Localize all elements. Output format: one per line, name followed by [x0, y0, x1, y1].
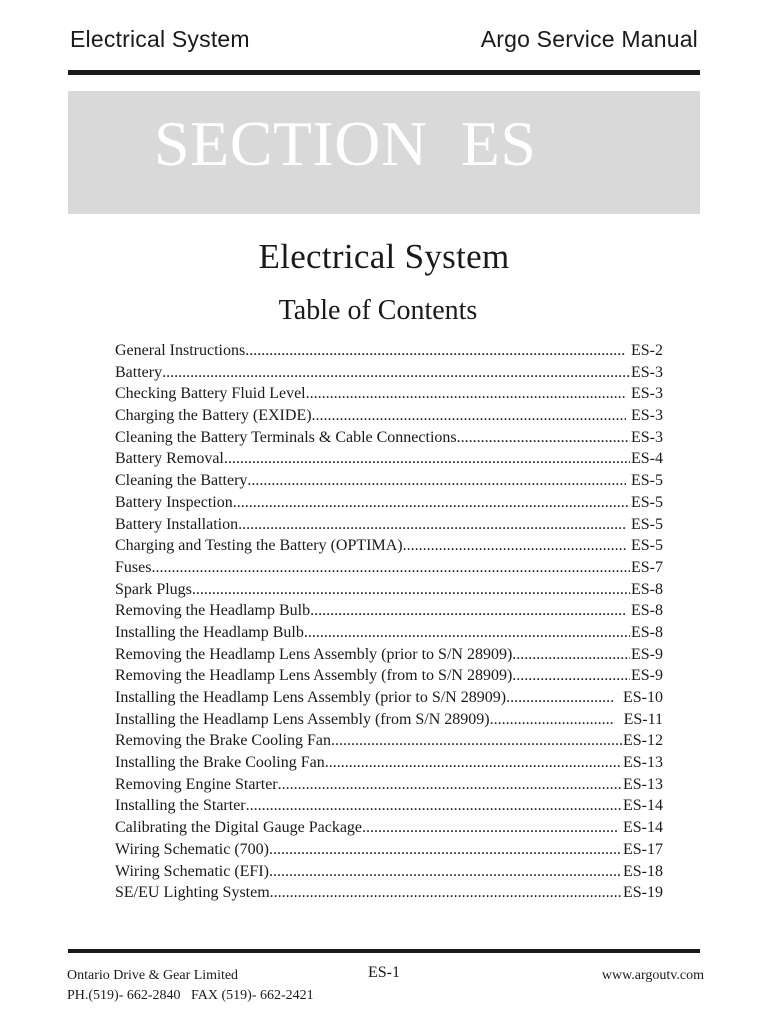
- toc-entry: [115, 730, 663, 752]
- toc-entry-page: ES-12: [623, 732, 663, 750]
- toc-entry: [115, 752, 663, 774]
- toc-dot-leader: [506, 687, 614, 709]
- toc-dot-leader: [247, 470, 626, 492]
- toc-entry-label: Cleaning the Battery Terminals & Cable Connections: [115, 428, 457, 446]
- toc-entry: [115, 774, 663, 796]
- toc-entry-label: Installing the Headlamp Lens Assembly (prior to S/N 28909): [115, 689, 507, 706]
- toc-entry: [115, 709, 663, 731]
- toc-entry-label: Wiring Schematic (EFI): [115, 862, 269, 880]
- toc-entry-page: ES-19: [623, 884, 663, 902]
- toc-entry-label: Charging and Testing the Battery (OPTIMA): [115, 537, 403, 555]
- toc-dot-leader: [306, 383, 626, 405]
- toc-entry: [115, 839, 663, 861]
- toc-entry: [115, 644, 663, 666]
- toc-entry-page: ES-8: [631, 580, 663, 598]
- toc-entry-page: ES-18: [623, 862, 663, 880]
- toc-dot-leader: [304, 622, 630, 644]
- toc-entry-page: ES-7: [631, 558, 663, 576]
- toc-entry-label: Spark Plugs: [115, 580, 192, 598]
- footer-page-number: ES-1: [368, 964, 400, 981]
- toc-dot-leader: [310, 600, 626, 622]
- footer-website: www.argoutv.com: [601, 968, 704, 983]
- toc-entry-page: ES-17: [623, 840, 663, 858]
- table-of-contents: [115, 340, 663, 904]
- footer-company-name: Ontario Drive & Gear Limited: [67, 968, 239, 983]
- toc-entry-label: Installing the Brake Cooling Fan: [115, 754, 325, 772]
- toc-dot-leader: [269, 861, 622, 883]
- toc-entry-page: ES-3: [627, 407, 663, 425]
- toc-entry: [115, 622, 663, 644]
- toc-dot-leader: [312, 405, 626, 427]
- toc-dot-leader: [269, 839, 622, 861]
- toc-entry-page: ES-3: [627, 385, 663, 403]
- toc-entry-page: ES-5: [627, 515, 663, 533]
- toc-dot-leader: [278, 774, 622, 796]
- toc-entry-label: Removing the Headlamp Lens Assembly (prior to S/N 28909): [115, 645, 513, 663]
- toc-entry-label: Removing the Headlamp Bulb: [115, 602, 311, 620]
- header-section-name: Electrical System: [70, 26, 250, 52]
- toc-entry: [115, 687, 663, 709]
- toc-entry-label: Battery: [115, 363, 163, 381]
- toc-dot-leader: [270, 882, 622, 904]
- toc-entry: [115, 861, 663, 883]
- toc-dot-leader: [403, 535, 626, 557]
- toc-entry-label: Fuses: [115, 558, 152, 576]
- toc-entry-page: ES-5: [627, 537, 663, 555]
- toc-dot-leader: [224, 448, 630, 470]
- toc-entry: [115, 427, 663, 449]
- toc-entry-label: SE/EU Lighting System: [115, 884, 270, 902]
- toc-entry: [115, 514, 663, 536]
- toc-heading: Table of Contents: [278, 295, 478, 326]
- toc-entry-page: ES-8: [631, 623, 663, 641]
- toc-entry-label: Installing the Starter: [115, 797, 246, 815]
- header-divider: [68, 70, 700, 75]
- toc-dot-leader: [362, 817, 618, 839]
- footer-contact: PH.(519)- 662-2840 FAX (519)- 662-2421: [67, 988, 314, 1003]
- toc-entry-label: General Instructions: [115, 342, 246, 359]
- toc-entry: [115, 383, 663, 405]
- toc-entry-page: ES-3: [631, 428, 663, 446]
- toc-entry: [115, 405, 663, 427]
- toc-entry-page: ES-3: [631, 363, 663, 381]
- toc-entry-label: Calibrating the Digital Gauge Package: [115, 819, 363, 837]
- toc-dot-leader: [490, 709, 615, 731]
- toc-entry-page: ES-5: [627, 472, 663, 490]
- toc-entry: [115, 600, 663, 622]
- toc-entry-label: Wiring Schematic (700): [115, 840, 269, 858]
- section-title: SECTION ES: [154, 108, 537, 179]
- footer-divider: [68, 949, 700, 953]
- toc-entry-page: ES-9: [631, 645, 663, 663]
- toc-dot-leader: [512, 644, 630, 666]
- toc-entry: [115, 665, 663, 687]
- toc-entry-label: Installing the Headlamp Lens Assembly (from S/N 28909): [115, 710, 490, 728]
- toc-entry: [115, 579, 663, 601]
- toc-entry-page: ES-2: [627, 342, 663, 359]
- toc-dot-leader: [162, 362, 630, 384]
- toc-dot-leader: [325, 752, 622, 774]
- toc-entry: [115, 535, 663, 557]
- toc-entry-label: Battery Removal: [115, 450, 224, 468]
- toc-entry-page: ES-13: [623, 754, 663, 772]
- toc-entry: [115, 817, 663, 839]
- toc-entry-label: Battery Inspection: [115, 493, 233, 511]
- toc-entry: [115, 795, 663, 817]
- toc-entry-label: Charging the Battery (EXIDE): [115, 407, 312, 425]
- toc-entry: [115, 448, 663, 470]
- toc-entry-label: Cleaning the Battery: [115, 472, 248, 490]
- toc-dot-leader: [331, 730, 622, 752]
- toc-entry-page: ES-14: [619, 819, 663, 837]
- toc-dot-leader: [246, 795, 622, 817]
- toc-dot-leader: [192, 579, 630, 601]
- section-banner: [68, 91, 700, 214]
- toc-entry: [115, 882, 663, 904]
- toc-entry-page: ES-14: [623, 797, 663, 815]
- toc-dot-leader: [245, 340, 626, 362]
- toc-entry: [115, 470, 663, 492]
- toc-entry: [115, 362, 663, 384]
- toc-entry-label: Removing the Headlamp Lens Assembly (from to S/N 28909): [115, 667, 513, 685]
- toc-dot-leader: [457, 427, 630, 449]
- header-manual-name: Argo Service Manual: [480, 26, 698, 52]
- toc-entry-page: ES-8: [627, 602, 663, 620]
- toc-entry-page: ES-9: [631, 667, 663, 685]
- toc-entry-label: Removing the Brake Cooling Fan: [115, 732, 331, 750]
- toc-entry-label: Checking Battery Fluid Level: [115, 385, 306, 403]
- toc-dot-leader: [238, 514, 626, 536]
- toc-dot-leader: [512, 665, 630, 687]
- toc-entry-label: Removing Engine Starter: [115, 775, 278, 793]
- toc-entry: [115, 557, 663, 579]
- toc-dot-leader: [151, 557, 630, 579]
- toc-entry-page: ES-10: [615, 689, 663, 706]
- toc-entry-label: Installing the Headlamp Bulb: [115, 623, 304, 641]
- toc-entry-page: ES-11: [615, 710, 663, 728]
- toc-entry-label: Battery Installation: [115, 515, 239, 533]
- page-title: Electrical System: [258, 237, 510, 276]
- toc-dot-leader: [233, 492, 630, 514]
- toc-entry-page: ES-4: [631, 450, 663, 468]
- toc-entry-page: ES-13: [623, 775, 663, 793]
- toc-entry: [115, 340, 663, 362]
- toc-entry-page: ES-5: [631, 493, 663, 511]
- toc-entry: [115, 492, 663, 514]
